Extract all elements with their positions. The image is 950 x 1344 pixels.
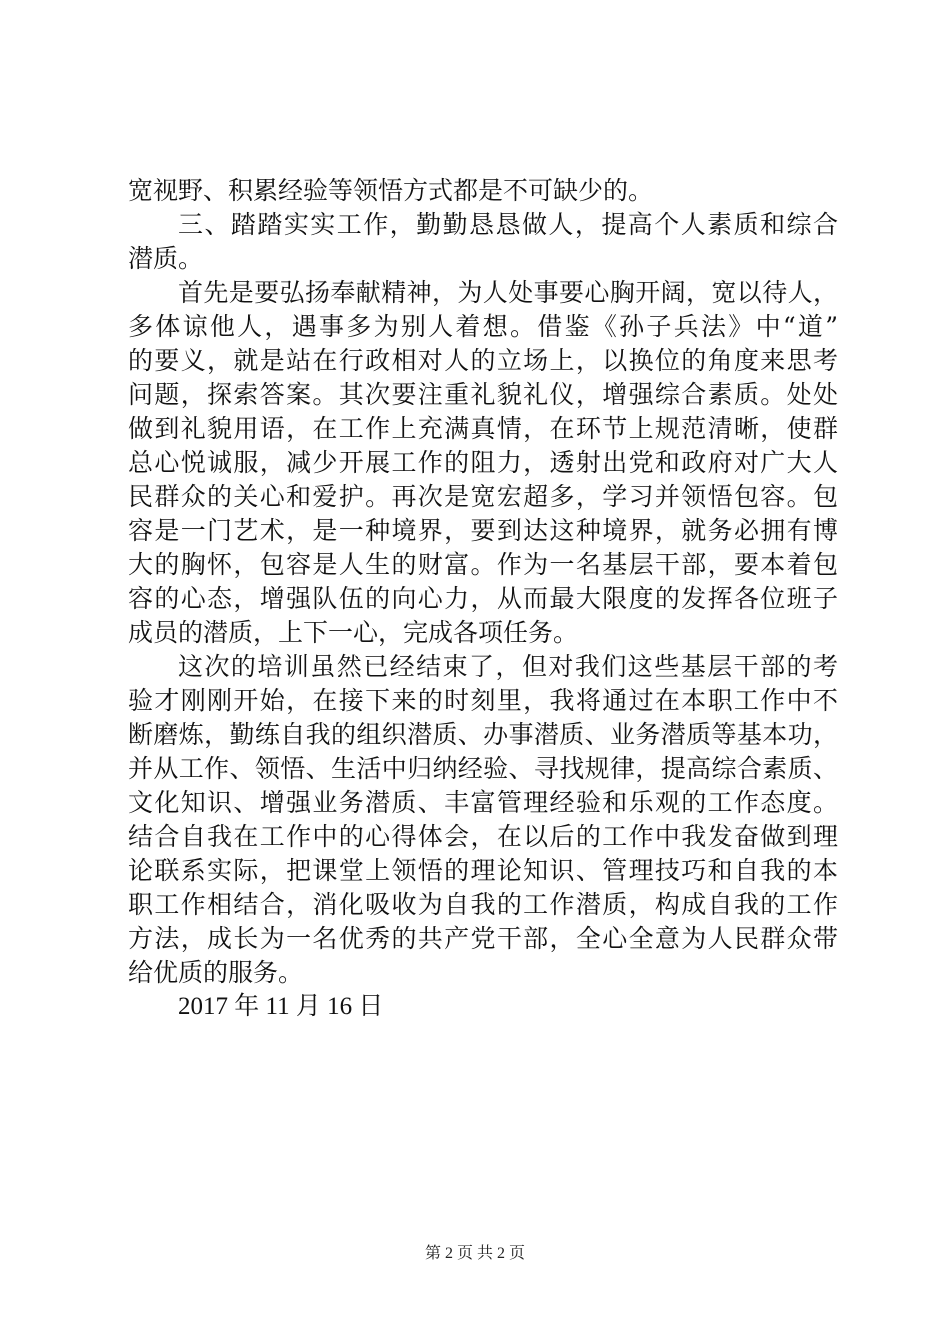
text-line: 方法，成长为一名优秀的共产党干部，全心全意为人民群众带 xyxy=(128,924,838,953)
page-number: 第 2 页 共 2 页 xyxy=(424,1245,525,1262)
text-line: 潜质。 xyxy=(128,244,204,273)
document-body xyxy=(128,174,838,1024)
text-line: 成员的潜质，上下一心，完成各项任务。 xyxy=(128,618,579,647)
text-line: 民群众的关心和爱护。再次是宽宏超多，学习并领悟包容。包 xyxy=(128,482,838,511)
text-line: 总心悦诚服，减少开展工作的阻力，透射出党和政府对广大人 xyxy=(128,448,838,477)
text-line: 三、踏踏实实工作，勤勤恳恳做人，提高个人素质和综合 xyxy=(178,210,838,239)
text-line: 验才刚刚开始，在接下来的时刻里，我将通过在本职工作中不 xyxy=(128,686,838,715)
text-line: 首先是要弘扬奉献精神，为人处事要心胸开阔，宽以待人， xyxy=(178,278,838,307)
text-line: 大的胸怀，包容是人生的财富。作为一名基层干部，要本着包 xyxy=(128,550,838,579)
document-date: 2017 年 11 月 16 日 xyxy=(178,993,384,1020)
text-line: 并从工作、领悟、生活中归纳经验、寻找规律，提高综合素质、 xyxy=(128,754,838,783)
text-line: 宽视野、积累经验等领悟方式都是不可缺少的。 xyxy=(128,176,654,205)
text-line: 容的心态，增强队伍的向心力，从而最大限度的发挥各位班子 xyxy=(128,584,838,613)
text-line: 做到礼貌用语，在工作上充满真情，在环节上规范清晰，使群 xyxy=(128,414,838,443)
text-line: 的要义，就是站在行政相对人的立场上，以换位的角度来思考 xyxy=(128,346,838,375)
text-line: 多体谅他人，遇事多为别人着想。借鉴《孙子兵法》中“道” xyxy=(128,312,838,341)
text-line: 给优质的服务。 xyxy=(128,958,304,987)
text-line: 文化知识、增强业务潜质、丰富管理经验和乐观的工作态度。 xyxy=(128,788,838,817)
text-line: 容是一门艺术，是一种境界，要到达这种境界，就务必拥有博 xyxy=(128,516,838,545)
text-line: 结合自我在工作中的心得体会，在以后的工作中我发奋做到理 xyxy=(128,822,838,851)
text-line: 职工作相结合，消化吸收为自我的工作潜质，构成自我的工作 xyxy=(128,890,838,919)
text-line: 断磨炼，勤练自我的组织潜质、办事潜质、业务潜质等基本功， xyxy=(128,720,838,749)
text-line: 论联系实际，把课堂上领悟的理论知识、管理技巧和自我的本 xyxy=(128,856,838,885)
page-footer xyxy=(0,1244,950,1264)
text-line: 这次的培训虽然已经结束了，但对我们这些基层干部的考 xyxy=(178,652,838,681)
text-line: 问题，探索答案。其次要注重礼貌礼仪，增强综合素质。处处 xyxy=(128,380,838,409)
